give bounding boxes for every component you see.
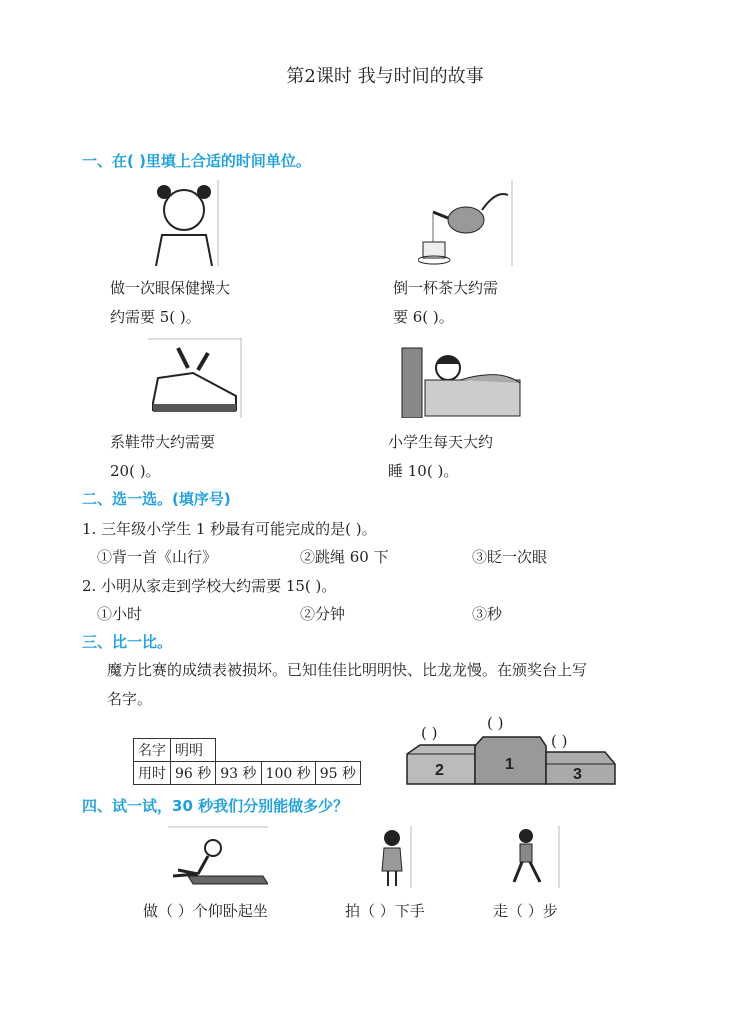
podium — [405, 714, 617, 786]
question-1: 1. 三年级小学生 1 秒最有可能完成的是( )。 — [82, 520, 377, 538]
podium-rank-1: 1 — [505, 756, 514, 773]
podium-rank-3: 3 — [573, 766, 582, 783]
item-4-line1: 小学生每天大约 — [388, 433, 494, 451]
item-2-line2: 要 6( )。 — [393, 308, 454, 326]
podium-blank-3rd[interactable]: ( ) — [551, 732, 568, 750]
results-table — [133, 738, 361, 785]
podium-blank-2nd[interactable]: ( ) — [421, 724, 438, 742]
q2-option-1: ①小时 — [97, 605, 143, 623]
eye-exercise-illustration — [148, 180, 220, 266]
clapping-girl-illustration — [374, 826, 412, 888]
section-3-paragraph-line2: 名字。 — [107, 690, 153, 708]
section-1-heading: 一、在( )里填上合适的时间单位。 — [82, 152, 311, 170]
walking-boy-illustration — [498, 826, 560, 888]
walk-label: 走（ ）步 — [493, 902, 558, 920]
sleeping-child-illustration — [400, 338, 522, 418]
teapot-illustration — [418, 180, 514, 266]
situp-illustration — [168, 826, 268, 888]
podium-blank-1st[interactable]: ( ) — [487, 714, 504, 732]
table-cell: 100 秒 — [261, 762, 315, 785]
q2-option-3: ③秒 — [472, 605, 503, 623]
item-4-line2: 睡 10( )。 — [388, 462, 459, 480]
situp-label: 做（ ）个仰卧起坐 — [143, 902, 268, 920]
table-cell: 95 秒 — [315, 762, 360, 785]
table-cell: 用时 — [134, 762, 171, 785]
podium-rank-2: 2 — [435, 762, 444, 779]
item-1-line1: 做一次眼保健操大 — [110, 279, 231, 297]
clap-label: 拍（ ）下手 — [345, 902, 425, 920]
shoe-tying-illustration — [148, 338, 242, 418]
section-3-paragraph-line1: 魔方比赛的成绩表被损坏。已知佳佳比明明快、比龙龙慢。在颁奖台上写 — [107, 661, 588, 679]
table-cell: 93 秒 — [216, 762, 261, 785]
question-2: 2. 小明从家走到学校大约需要 15( )。 — [82, 577, 337, 595]
section-2-heading: 二、选一选。(填序号) — [82, 490, 231, 508]
q1-option-3: ③眨一次眼 — [472, 548, 548, 566]
q2-option-2: ②分钟 — [300, 605, 346, 623]
page-title: 第2课时 我与时间的故事 — [286, 66, 484, 87]
table-cell: 明明 — [171, 739, 216, 762]
q1-option-2: ②跳绳 60 下 — [300, 548, 389, 566]
q1-option-1: ①背一首《山行》 — [97, 548, 218, 566]
item-1-line2: 约需要 5( )。 — [110, 308, 201, 326]
item-3-line1: 系鞋带大约需要 — [110, 433, 216, 451]
section-3-heading: 三、比一比。 — [82, 633, 173, 651]
item-2-line1: 倒一杯茶大约需 — [393, 279, 499, 297]
section-4-heading: 四、试一试，30 秒我们分别能做多少？ — [82, 797, 349, 815]
table-cell: 96 秒 — [171, 762, 216, 785]
table-cell: 名字 — [134, 739, 171, 762]
item-3-line2: 20( )。 — [110, 462, 161, 480]
